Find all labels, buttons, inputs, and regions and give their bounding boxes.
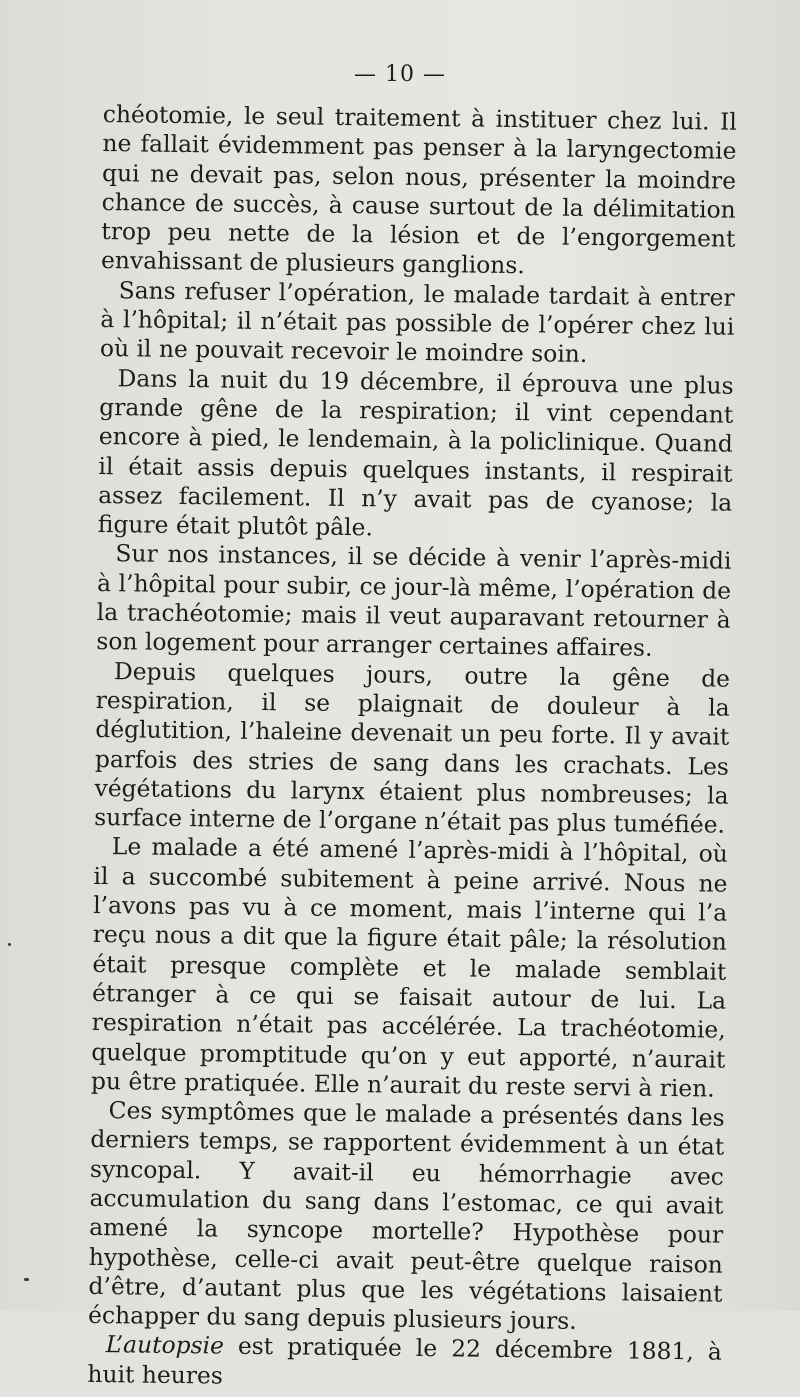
body-text xyxy=(87,100,737,1397)
paragraph-8 xyxy=(87,1330,722,1396)
paragraph-3: Dans la nuit du 19 décembre, il éprouva une plus grande gêne de la respiration; il vint cependant encore à pied, le lendemain, à la policlinique. Quand il était assis depuis quelques instants, il respirait assez facilement. Il n’y avait pas de cyanose; la figure était plutôt pâle. xyxy=(97,363,734,542)
print-speck xyxy=(24,1278,29,1281)
final-line-rest: est pratiquée le 22 décembre 1881, à huit heures xyxy=(87,1332,722,1390)
paragraph-4: Sur nos instances, il se décide à venir l’après-midi à l’hôpital pour subir, ce jour-là même, l’opération de la trachéotomie; mais il veut auparavant retourner à son logement pour arranger certaines affaires. xyxy=(96,539,732,663)
print-speck xyxy=(8,943,11,946)
paragraph-1: chéotomie, le seul traitement à instituer chez lui. Il ne fallait évidemment pas penser à la laryngectomie qui ne devait pas, selon nous, présenter la moindre chance de succès, à cause surtout de la délimitation trop peu nette de la lésion et de l’engorgement envahissant de plusieurs ganglions. xyxy=(100,100,737,280)
paragraph-2: Sans refuser l’opération, le malade tardait à entrer à l’hôpital; il n’était pas possible de l’opérer chez lui où il ne pouvait recevoir le moindre soin. xyxy=(99,275,735,369)
paragraph-5: Depuis quelques jours, outre la gêne de respiration, il se plaignait de douleur à la déglutition, l’haleine devenait un peu forte. Il y avait parfois des stries de sang dans les crachats. Les végétations du larynx étaient plus nombreuses; la surface interne de l’organe n’était pas plus tuméfiée. xyxy=(94,656,731,839)
paragraph-6: Le malade a été amené l’après-midi à l’hôpital, où il a succombé subitement à peine arrivé. Nous ne l’avons pas vu à ce moment, mais l’interne qui l’a reçu nous a dit que la figure était pâle; la résolution était presque complète et le malade semblait étranger à ce qui se faisait autour de lui. La respiration n’était pas accélérée. La trachéotomie, quelque promptitude qu’on y eut apporté, n’aurait pu être pratiquée. Elle n’aurait du reste servi à rien. xyxy=(90,832,729,1103)
paragraph-7: Ces symptômes que le malade a présentés dans les derniers temps, se rapportent évidemment à un état syncopal. Y avait-il eu hémorrhagie avec accumulation du sang dans l’estomac, ce qui avait amené la syncope mortelle? Hypothèse pour hypothèse, celle-ci avait peut-être quelque raison d’être, d’autant plus que les végétations laisaient échapper du sang depuis plusieurs jours. xyxy=(87,1096,725,1336)
autopsie-italic: L’autopsie xyxy=(105,1330,225,1361)
page-number: — 10 — xyxy=(354,62,446,87)
